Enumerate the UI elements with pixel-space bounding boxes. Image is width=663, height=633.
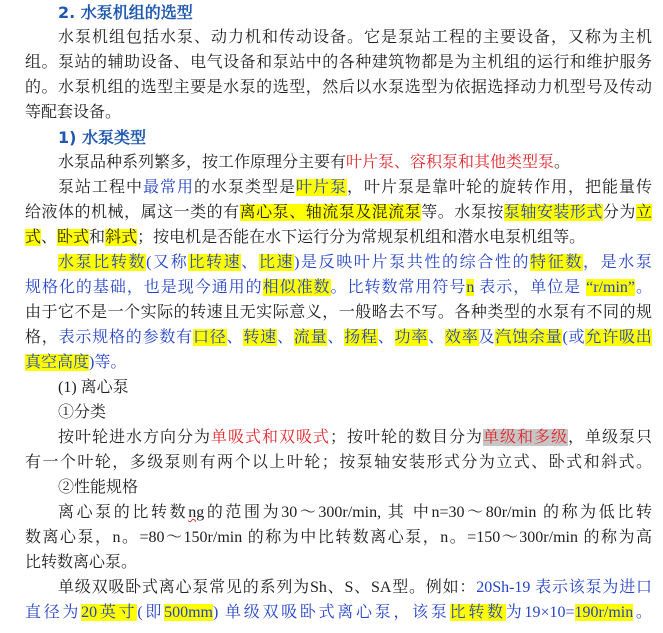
red-text: 叶片泵、容积泵和其他类型泵 (346, 154, 555, 171)
highlighted-term: 比转速 (188, 254, 242, 271)
blue-text: 、 (428, 329, 445, 346)
blue-text: 、 (327, 329, 345, 346)
highlighted-term: “r/min” (586, 279, 635, 296)
highlighted-term: 真空高度 (25, 354, 90, 371)
text-line: 比转数离心泵。 (25, 554, 138, 571)
blue-text: (即 (137, 604, 165, 621)
blue-text: 规格化的基础，也是现今通用的 (25, 279, 263, 296)
blue-text: 表示规格的参数有 (58, 329, 193, 346)
text-line (25, 150, 652, 175)
text-segment: 的范围为30～300r/min, 其 中n=30～80r/min 的称为低比转 (204, 504, 652, 521)
text-segment: 等。水泵按 (421, 204, 504, 221)
text-line (25, 350, 652, 375)
blue-text: 及 (478, 329, 496, 346)
text-segment: 离心泵的比转数 (58, 504, 189, 521)
blue-text: 表示，单位是 (474, 279, 587, 296)
highlighted-term: 比转数 (449, 604, 506, 621)
blue-text: ) 单级双吸卧式离心泵，该泵 (212, 604, 450, 621)
highlighted-term: 功率 (394, 329, 429, 346)
list-subheading-performance: ②性能规格 (58, 479, 139, 496)
highlighted-term: 汽蚀余量 (495, 329, 563, 346)
text-segment: 单级双吸卧式离心泵常见的系列为Sh、S、SA型。例如： (58, 579, 477, 596)
highlighted-term: 190r/min (574, 604, 634, 621)
highlighted-term: 立 (635, 204, 652, 221)
text-line: 水泵机组包括水泵、动力机和传动设备。它是泵站工程的主要设备，又称为主机 (58, 29, 652, 46)
blue-text: 、 (241, 254, 259, 271)
blue-text: (又称 (146, 254, 189, 271)
blue-text: ，是水泵 (583, 254, 652, 271)
highlighted-term: 水泵比转数 (58, 254, 147, 271)
spellcheck-marked-word: ng (188, 504, 205, 521)
blue-text: 最常用 (143, 179, 194, 196)
blue-text: 。 (635, 279, 652, 296)
text-segment: 分为 (602, 204, 636, 221)
text-line: 的。水泵机组的选型主要是水泵的选型，然后以水泵选型为依据选择动力机型号及传动 (25, 79, 652, 96)
highlighted-term: 允许吸出 (585, 329, 652, 346)
text-line: 数离心泵，n。=80～150r/min 的称为中比转数离心泵，n。=150～300r/min 的称为高 (25, 529, 652, 546)
text-segment: 水泵品种系列繁多，按工作原理分主要有 (58, 154, 347, 171)
text-segment: 泵站工程中 (58, 179, 143, 196)
text-line: 组。泵站的辅助设备、电气设备和泵站中的各种建筑物都是为主机组的运行和维护服务 (25, 54, 652, 71)
blue-text: 。 (633, 604, 652, 621)
highlighted-term: 500mm (164, 604, 213, 621)
highlighted-term: 离心泵、轴流泵及混流泵 (239, 204, 422, 221)
text-segment: 。 (554, 154, 571, 171)
highlighted-term: 流量 (293, 329, 328, 346)
list-subheading-classification: ①分类 (58, 404, 107, 421)
text-line (25, 275, 652, 300)
section-heading: 2. 水泵机组的选型 (58, 3, 193, 22)
highlighted-term: 式 (25, 229, 42, 246)
highlighted-term: 相似准数 (262, 279, 331, 296)
highlighted-term: 叶片泵 (296, 179, 347, 196)
highlighted-term: n (466, 279, 475, 296)
blue-text: 为19×10= (505, 604, 575, 621)
blue-text: 20Sh-19 表示该泵为进口 (476, 579, 652, 596)
subsection-heading: 1) 水泵类型 (58, 128, 147, 147)
highlighted-term: 转速 (243, 329, 277, 346)
text-line: 由于它不是一个实际的转速且无实际意义，一般略去不写。各种类型的水泵有不同的规 (25, 304, 652, 321)
text-line: 等配套设备。 (25, 104, 122, 121)
list-heading-centrifugal-pump: (1) 离心泵 (58, 379, 129, 396)
blue-text: 。比转数常用符号 (330, 279, 467, 296)
document-body (25, 0, 652, 625)
text-line (25, 200, 652, 225)
text-line (25, 250, 652, 275)
text-segment: ，叶片泵是靠叶轮的旋转作用，把能量传 (347, 179, 652, 196)
highlighted-term: 口径 (192, 329, 227, 346)
highlighted-term: 特征数 (530, 254, 584, 271)
text-line (25, 500, 652, 525)
text-segment: 的水泵类型是 (194, 179, 296, 196)
text-segment: 格， (25, 329, 59, 346)
text-line (25, 600, 652, 625)
highlighted-term: 单级和多级 (482, 429, 568, 446)
blue-text: 、 (377, 329, 395, 346)
text-segment: 、 (41, 229, 58, 246)
highlighted-term: 扬程 (344, 329, 378, 346)
highlighted-term: 斜式 (105, 229, 138, 246)
highlighted-term: 卧式 (57, 229, 90, 246)
blue-text: 、 (276, 329, 294, 346)
text-line (25, 225, 652, 250)
text-line: 有一个叶轮，多级泵则有两个以上叶轮；按泵轴安装形式分为立式、卧式和斜式。 (25, 454, 652, 471)
blue-text: 直径为 (25, 604, 82, 621)
text-line (25, 175, 652, 200)
blue-text: )等。 (89, 354, 127, 371)
blue-text: 、 (226, 329, 244, 346)
blue-text: (或 (562, 329, 586, 346)
text-line (25, 325, 652, 350)
text-segment: ；按电机是否能在水下运行分为常规泵机组和潜水电泵机组等。 (137, 229, 586, 246)
blue-text: )是反映叶片泵共性的综合性的 (294, 254, 531, 271)
text-line (25, 575, 652, 600)
highlighted-term: 泵轴安装形式 (503, 204, 603, 221)
highlighted-term: 20英寸 (81, 604, 138, 621)
highlighted-term: 效率 (444, 329, 479, 346)
highlighted-term: 比速 (258, 254, 295, 271)
text-line (25, 425, 652, 450)
text-segment: ，单级泵只 (567, 429, 652, 446)
text-segment: 按叶轮进水方向分为 (58, 429, 211, 446)
red-text: 单吸式和双吸式 (210, 429, 330, 446)
text-segment: 和 (89, 229, 106, 246)
text-segment: 给液体的机械，属这一类的有 (25, 204, 240, 221)
text-segment: ；按叶轮的数目分为 (329, 429, 483, 446)
